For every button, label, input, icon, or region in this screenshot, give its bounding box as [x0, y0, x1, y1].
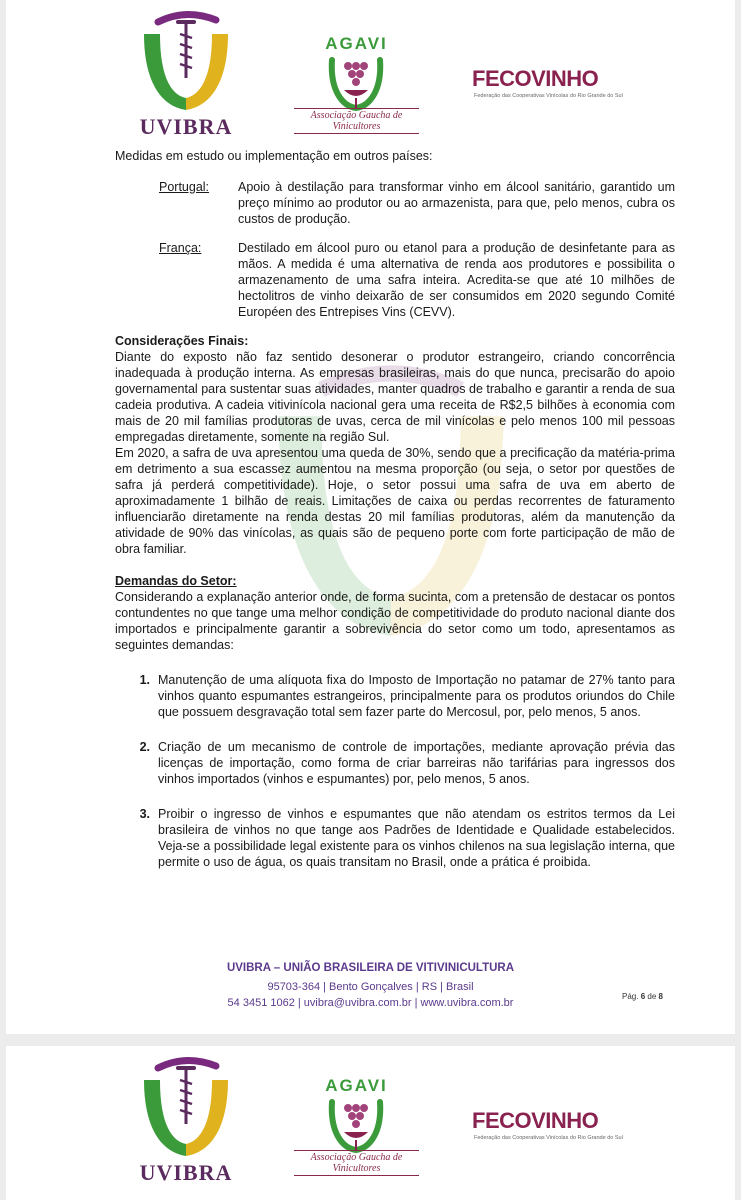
footer-address: 95703-364 | Bento Gonçalves | RS | Brasil: [267, 981, 474, 993]
page-separator: de: [647, 992, 657, 1001]
country-franca: [115, 240, 675, 320]
uvibra-wordmark: UVIBRA: [139, 1160, 233, 1185]
intro-paragraph: Medidas em estudo ou implementação em outros países:: [115, 149, 433, 163]
document-page-7: [6, 1046, 735, 1200]
document-body: [115, 148, 675, 889]
list-number: 3.: [139, 807, 150, 821]
consideracoes-paragraph-1: Diante do exposto não faz sentido desonerar o produtor estrangeiro, criando concorrência inadequada à produção interna. As empresas brasileiras, mais do que nunca, precisarão do apoio governamental para sustentar suas atividades, manter quadros de trabalho e garantir a renda de sua cadeia produtiva. A cadeia vitivinícola nacional gera uma receita de R$2,5 bilhões à economia com mais de 20 mil famílias produtoras de uvas, cerca de mil vinícolas e pelo menos 100 mil pessoas empregadas diretamente, somente na região Sul.: [115, 350, 675, 444]
country-label: França:: [159, 241, 202, 255]
country-text: Apoio à destilação para transformar vinho em álcool sanitário, garantido um preço mínimo ao produtor ou ao armazenista, para que, pelo menos, cubra os custos de produção.: [238, 180, 675, 226]
fecovinho-wordmark: FECOVINHO: [472, 66, 599, 91]
footer-contact: 54 3451 1062 | uvibra@uvibra.com.br | www.uvibra.com.br: [227, 997, 514, 1009]
agavi-logo: [294, 1076, 419, 1176]
page-footer: [6, 960, 735, 1011]
uvibra-logo: [130, 1054, 242, 1186]
fecovinho-logo: [472, 66, 622, 106]
list-item: [115, 806, 675, 870]
page-prefix: Pág.: [622, 992, 639, 1001]
agavi-subtitle: Associação Gaucha de Vinicultores: [294, 1150, 419, 1176]
uvibra-emblem-icon: [130, 1054, 242, 1162]
consideracoes-title: Considerações Finais:: [115, 334, 249, 348]
list-text: Manutenção de uma alíquota fixa do Imposto de Importação no patamar de 27% tanto para vinhos quanto espumantes estrangeiros, principalmente para os produtos oriundos do Chile que possuem desgravação total sem fazer parte do Mercosul, por, pelo menos, 5 anos.: [158, 673, 675, 719]
fecovinho-wordmark: FECOVINHO: [472, 1108, 599, 1133]
fecovinho-subtitle: Federação das Cooperativas Vinícolas do Rio Grande do Sul: [474, 1135, 623, 1141]
list-item: [115, 672, 675, 720]
list-text: Proibir o ingresso de vinhos e espumantes que não atendam os estritos termos da Lei brasileira de vinhos no que tange aos Padrões de Identidade e Qualidade estabelecidos. Veja-se a possibilidade legal existente para os vinhos chilenos na sua legislação interna, que permite o uso de água, os quais transitam no Brasil, onde a prática é proibida.: [158, 807, 675, 869]
consideracoes-paragraph-2: Em 2020, a safra de uva apresentou uma queda de 30%, sendo que a precificação da matéria-prima em detrimento a sua escassez aumentou na mesma proporção (ou seja, o setor por questões de safra já perderá competitividade). Hoje, o setor possui uma safra de uva em aberto de aproximadamente 1 bilhão de reais. Limitações de caixa ou perdas recorrentes de faturamento influenciarão diretamente na renda destas 20 mil famílias produtoras, além da manutenção da atividade de 90% das vinícolas, as quais são de pequeno porte com forte participação de mão de obra familiar.: [115, 446, 675, 556]
list-number: 1.: [139, 673, 150, 687]
country-text: Destilado em álcool puro ou etanol para a produção de desinfetante para as mãos. A medida é uma alternativa de renda aos produtores e possibilita o armazenamento de uma safra inteira. Acredita-se que até 10 milhões de hectolitros de vinho deixarão de ser consumidos em 2020 segundo Comité Européen des Entrepises Vins (CEVV).: [238, 241, 675, 319]
country-portugal: [115, 179, 675, 227]
document-page-6: [6, 0, 735, 1034]
agavi-grape-glass-icon: [326, 1092, 386, 1156]
uvibra-emblem-icon: [130, 8, 242, 116]
agavi-subtitle: Associação Gaucha de Vinicultores: [294, 108, 419, 134]
uvibra-wordmark: UVIBRA: [139, 114, 233, 139]
list-number: 2.: [139, 740, 150, 754]
demandas-intro: Considerando a explanação anterior onde, de forma sucinta, com a pretensão de destacar os pontos contundentes no que tange uma melhor condição de competitividade do produto nacional diante dos importados e principalmente garantir a sobrevivência do setor como um todo, apresentamos as seguintes demandas:: [115, 590, 675, 652]
country-label: Portugal:: [159, 180, 210, 194]
fecovinho-logo: [472, 1108, 622, 1148]
agavi-title: AGAVI: [325, 34, 388, 53]
page-current: 6: [640, 992, 646, 1001]
footer-title: UVIBRA – UNIÃO BRASILEIRA DE VITIVINICULTURA: [226, 962, 515, 974]
list-text: Criação de um mecanismo de controle de importações, mediante aprovação prévia das licenças de importação, como forma de criar barreiras não tarifárias para ingressos dos vinhos importados (vinhos e espumantes) por, pelo menos, 5 anos.: [158, 740, 675, 786]
demandas-list: [115, 672, 675, 870]
page-total: 8: [658, 992, 663, 1001]
fecovinho-subtitle: Federação das Cooperativas Vinícolas do Rio Grande do Sul: [474, 93, 623, 99]
demandas-title: Demandas do Setor:: [115, 574, 237, 588]
page-number: [622, 992, 663, 1001]
uvibra-logo: [130, 8, 242, 140]
agavi-title: AGAVI: [325, 1076, 388, 1095]
list-item: [115, 739, 675, 787]
agavi-grape-glass-icon: [326, 50, 386, 114]
agavi-logo: [294, 34, 419, 134]
